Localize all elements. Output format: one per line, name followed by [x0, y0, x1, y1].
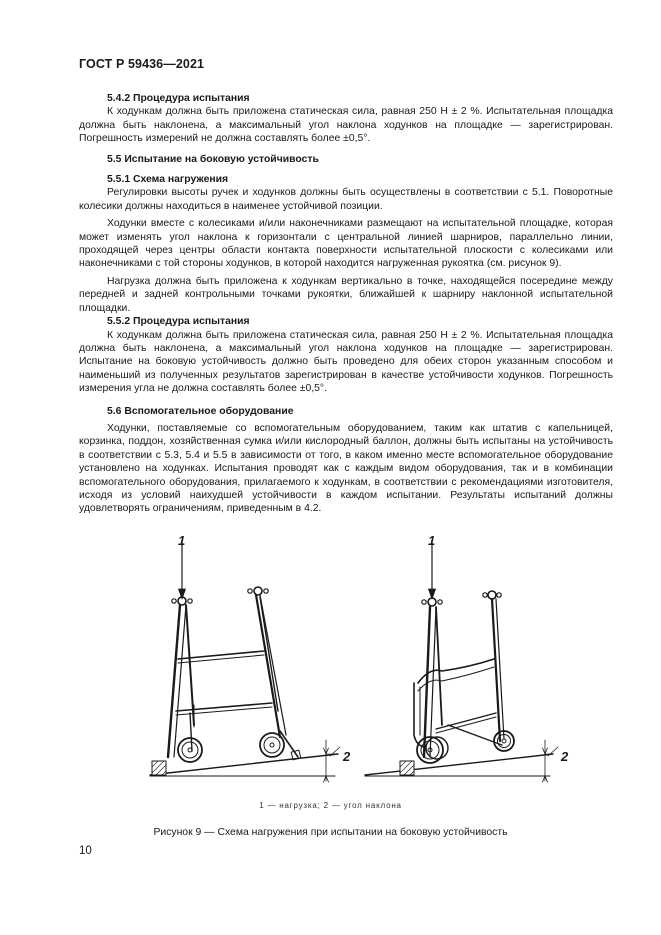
- crossbar-upper: [178, 651, 264, 659]
- figure-caption: Рисунок 9 — Схема нагружения при испытании на боковую устойчивость: [153, 827, 508, 838]
- paragraph: К ходункам должна быть приложена статическая сила, равная 250 Н ± 2 %. Испытательная площадка должна быть наклонена, а максимальный угол наклона ходунков на площадке — зарегистрирован. Испытание на боковую устойчивость должно быть проведено для обеих сторон указанным способом и наименьший из полученных результатов зарегистрирован в качестве устойчивости ходунков. Погрешность измерения угла не должна составлять более ±0,5°.: [79, 329, 613, 395]
- paragraph: К ходункам должна быть приложена статическая сила, равная 250 Н ± 2 %. Испытательная площадка должна быть наклонена, а максимальный угол наклона ходунков на площадке — зарегистрирован. Погрешность измерений не должна составлять более ±0,5°.: [79, 106, 613, 145]
- figure-legend: 1 — нагрузка; 2 — угол наклона: [259, 801, 402, 810]
- section-heading-5-4-2: 5.4.2 Процедура испытания: [107, 93, 250, 104]
- label-load-left: 1: [178, 535, 186, 548]
- rear-post-right: [492, 599, 500, 741]
- body-text: [79, 92, 613, 516]
- crossbar-lower: [176, 703, 272, 711]
- inclined-platform-right: [365, 754, 553, 775]
- section-heading-5-5-2: 5.5.2 Процедура испытания: [107, 316, 250, 328]
- document-id: ГОСТ Р 59436—2021: [79, 57, 205, 71]
- label-angle-right: 2: [561, 749, 569, 764]
- figure-9-diagram: [130, 535, 610, 785]
- paragraph: Регулировки высоты ручек и ходунков должны быть осуществлены в соответствии с 5.1. Поворотные колесики должны находиться в наименее устойчивой позиции.: [79, 187, 613, 212]
- section-heading-5-5-1: 5.5.1 Схема нагружения: [107, 174, 229, 186]
- section-heading-5-6: 5.6 Вспомогательное оборудование: [107, 405, 294, 417]
- inclined-platform-left: [150, 754, 338, 775]
- label-load-right: 1: [428, 535, 436, 548]
- rear-post: [256, 595, 280, 737]
- paragraph: Нагрузка должна быть приложена к ходункам вертикально в точке, находящейся посередине между передней и задней контрольными точками рукоятки, ближайшей к шарниру наклонной испытательной площадки.: [79, 275, 613, 314]
- front-post-near: [168, 605, 180, 757]
- walker-stability-diagram: [130, 535, 610, 785]
- page-number: 10: [79, 845, 92, 857]
- label-angle-left: 2: [343, 749, 351, 764]
- paragraph: Ходунки, поставляемые со вспомогательным оборудованием, таким как штатив с капельницей, корзинка, поддон, хозяйственная сумка и/или кислородный баллон, должны быть испытаны на устойчивость в соответствии с 5.3, 5.4 и 5.5 в зависимости от того, в каком именно месте вспомогательное оборудование установлено на ходунках. Испытания проводят как с каждым видом оборудования, так и в комбинации вспомогательного оборудования, прилагаемого к ходункам, в соответствии с рекомендациями изготовителя, исходя из условий наихудшей устойчивости в каждом испытании. Результаты испытаний должны удовлетворять ограничениям, приведенным в 4.2.: [79, 422, 613, 515]
- section-heading-5-5: 5.5 Испытание на боковую устойчивость: [107, 153, 319, 165]
- handle-right-far: [488, 591, 496, 599]
- paragraph: Ходунки вместе с колесиками и/или наконечниками размещают на испытательной площадке, которая может изменять угол наклона к горизонтали с центральной линией шарниров, параллельно линии, проходящей через центры области контакта поверхности испытательной плоскости с колесиками или наконечниками с той стороны ходунков, в которой находится нагруженная рукоятка (см. рисунок 9).: [79, 218, 613, 270]
- handle-left-far: [254, 587, 262, 595]
